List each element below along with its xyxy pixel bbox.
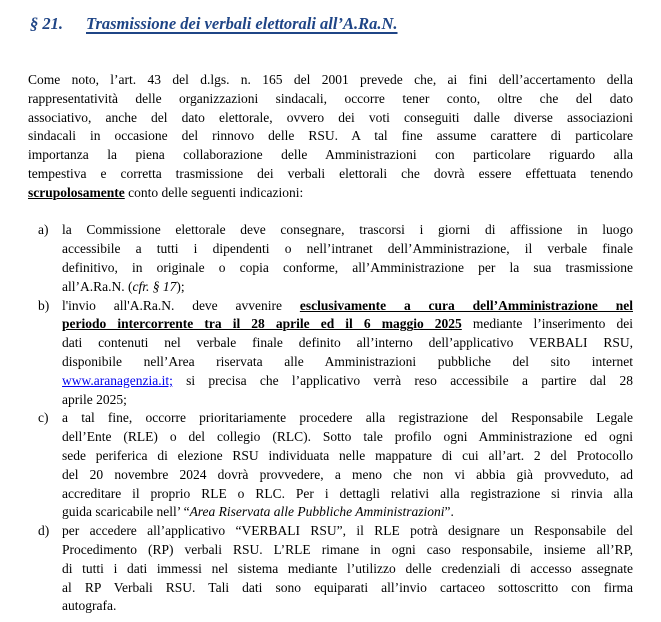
indication-list bbox=[28, 221, 633, 616]
list-item-label: c) bbox=[38, 410, 49, 426]
text-line bbox=[28, 165, 633, 184]
section-title bbox=[30, 14, 633, 34]
text-run: tempestiva e corretta trasmissione dei verbali elettorali che dovrà essere effettuata tenendo bbox=[28, 165, 633, 181]
text-line bbox=[62, 372, 633, 391]
text-run: sindacali in occasione del rinnovo delle RSU. A tal fine assume carattere di particolare bbox=[28, 128, 633, 144]
text-run: scrupolosamente bbox=[28, 184, 125, 200]
text-run: del 20 novembre 2024 dovrà provvedere, a meno che non vi abbia già provveduto, ad bbox=[62, 466, 633, 482]
text-run: dati contenuti nel verbale finale definito all’interno dell’applicativo VERBALI RSU, bbox=[62, 335, 633, 351]
text-run: si precisa che l’applicativo verrà reso accessibile a partire dal 28 bbox=[172, 372, 633, 388]
text-line bbox=[62, 579, 633, 598]
text-run: accreditare il proprio RLE o RLC. Per i dettagli relativi alla registrazione si rinvia alla bbox=[62, 485, 633, 501]
text-line bbox=[62, 522, 633, 541]
text-line bbox=[28, 127, 633, 146]
text-run: a tal fine, occorre prioritariamente procedere alla registrazione del Responsabile Legale bbox=[62, 410, 633, 426]
text-line bbox=[62, 485, 633, 504]
text-run: ”. bbox=[444, 504, 454, 520]
text-run: guida scaricabile nell’ “ bbox=[62, 504, 190, 520]
text-run: periodo intercorrente tra il 28 aprile ed il 6 maggio 2025 bbox=[62, 316, 462, 332]
list-item-d bbox=[28, 522, 633, 616]
text-run: l'invio all'A.Ra.N. deve avvenire bbox=[62, 297, 300, 313]
text-run: definitivo, in originale o copia conforme, all’Amministrazione per la sua trasmissione bbox=[62, 259, 633, 275]
text-run: cfr. § 17 bbox=[132, 278, 177, 294]
text-line bbox=[62, 560, 633, 579]
list-item-c bbox=[28, 409, 633, 522]
text-line bbox=[62, 409, 633, 428]
text-line bbox=[62, 240, 633, 259]
text-line bbox=[62, 334, 633, 353]
text-line bbox=[62, 541, 633, 560]
list-item-a bbox=[28, 221, 633, 296]
text-run: accessibile a tutti i dipendenti o nell’intranet dell’Amministrazione, il verbale finale bbox=[62, 241, 633, 257]
text-run: esclusivamente a cura dell’Amministrazione nel bbox=[299, 297, 633, 313]
list-item-label: d) bbox=[38, 523, 50, 539]
text-line bbox=[62, 315, 633, 334]
text-line bbox=[28, 184, 633, 203]
text-line bbox=[62, 297, 633, 316]
text-line bbox=[62, 597, 633, 616]
text-line bbox=[62, 391, 633, 410]
text-line bbox=[62, 353, 633, 372]
text-line bbox=[62, 447, 633, 466]
text-run: la Commissione elettorale deve consegnare, trascorsi i giorni di affissione in luogo bbox=[62, 222, 633, 238]
text-line bbox=[62, 428, 633, 447]
text-run: di tutti i dati immessi nel sistema mediante l’utilizzo delle credenziali di accesso assegnate bbox=[62, 560, 633, 576]
section-number: § 21. bbox=[30, 14, 63, 33]
text-run: sede periferica di elezione RSU individuata nelle mappature di cui all’art. 2 del Protocollo bbox=[62, 447, 633, 463]
text-run: Area Riservata alle Pubbliche Amministrazioni bbox=[189, 504, 445, 520]
text-run: disponibile nell’Area riservata alle Amministrazioni pubbliche del sito internet bbox=[62, 353, 633, 369]
text-run: all’A.Ra.N. ( bbox=[62, 278, 133, 294]
text-line bbox=[62, 466, 633, 485]
text-run: mediante l’inserimento dei bbox=[461, 316, 634, 332]
text-run: Procedimento (RP) verbali RSU. L’RLE rimane in ogni caso responsabile, insieme all’RP, bbox=[62, 541, 633, 557]
text-run: rappresentatività delle organizzazioni sindacali, occorre tener conto, oltre che del dato bbox=[28, 90, 633, 106]
text-run: al RP Verbali RSU. Tali dati sono equiparati all’invio cartaceo sottoscritto con firma bbox=[62, 579, 633, 595]
text-run: autografa. bbox=[62, 598, 117, 614]
text-line bbox=[62, 221, 633, 240]
text-line bbox=[28, 71, 633, 90]
intro-paragraph bbox=[28, 71, 633, 203]
list-item-label: a) bbox=[38, 222, 49, 238]
aran-website-link[interactable]: www.aranagenzia.it; bbox=[62, 372, 173, 388]
text-run: conto delle seguenti indicazioni: bbox=[124, 184, 304, 200]
text-line bbox=[28, 146, 633, 165]
list-item-label: b) bbox=[38, 297, 50, 313]
text-run: ); bbox=[176, 278, 185, 294]
text-line bbox=[28, 90, 633, 109]
text-line bbox=[62, 503, 633, 522]
text-run: importanza la piena collaborazione delle Amministrazioni con particolare riguardo alla bbox=[28, 147, 633, 163]
text-run: per accedere all’applicativo “VERBALI RSU”, il RLE potrà designare un Responsabile del bbox=[62, 523, 633, 539]
section-title-text: Trasmissione dei verbali elettorali all’A.Ra.N. bbox=[86, 14, 398, 33]
text-line bbox=[62, 259, 633, 278]
text-line bbox=[62, 278, 633, 297]
text-run: dell’Ente (RLE) o del collegio (RLC). Sotto tale profilo ogni Amministrazione ed ogni bbox=[62, 429, 633, 445]
text-run: aprile 2025; bbox=[62, 391, 127, 407]
list-item-b bbox=[28, 297, 633, 410]
text-run: associativo, anche del dato elettorale, ovvero dei voti conseguiti dalle diverse associazioni bbox=[28, 109, 633, 125]
text-line bbox=[28, 109, 633, 128]
text-run: Come noto, l’art. 43 del d.lgs. n. 165 del 2001 prevede che, ai fini dell’accertamento della bbox=[28, 72, 633, 87]
